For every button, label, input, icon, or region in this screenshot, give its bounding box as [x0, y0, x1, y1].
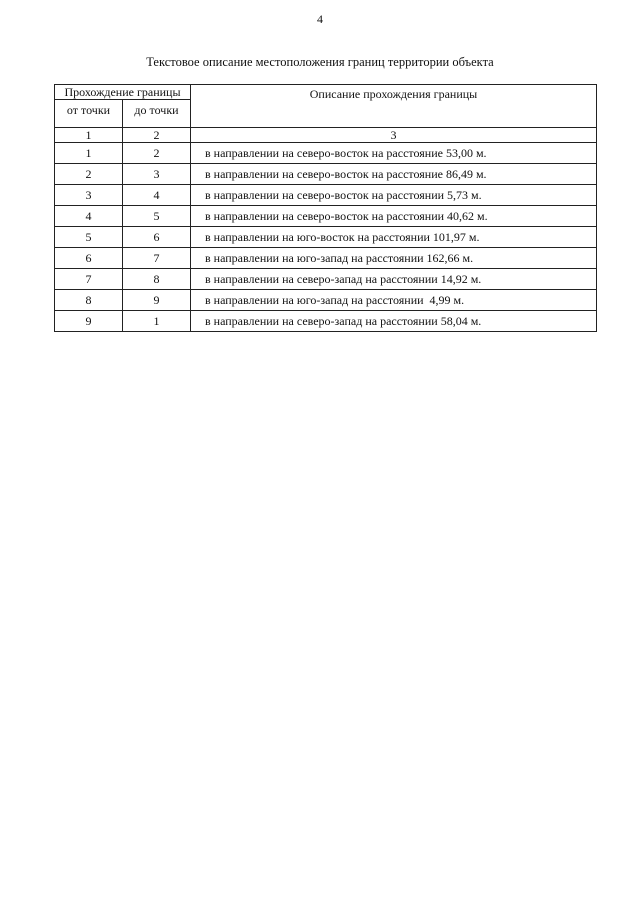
- to-point-cell: 2: [123, 143, 191, 164]
- document-title: Текстовое описание местоположения границ территории объекта: [146, 55, 494, 69]
- boundary-table: [54, 84, 597, 332]
- table-row: [55, 206, 597, 227]
- table-row: [55, 269, 597, 290]
- to-point-cell: 4: [123, 185, 191, 206]
- table-row: [55, 248, 597, 269]
- to-point-cell: 8: [123, 269, 191, 290]
- table-row: [55, 143, 597, 164]
- from-point-cell: 6: [55, 248, 123, 269]
- page-number: 4: [317, 12, 323, 26]
- to-point-cell: 9: [123, 290, 191, 311]
- from-point-cell: 2: [55, 164, 123, 185]
- header-description: Описание прохождения границы: [191, 85, 597, 128]
- table-row: [55, 164, 597, 185]
- from-point-cell: 3: [55, 185, 123, 206]
- column-number: 3: [191, 128, 597, 143]
- to-point-cell: 1: [123, 311, 191, 332]
- from-point-cell: 9: [55, 311, 123, 332]
- table-row: [55, 227, 597, 248]
- header-to-point: до точки: [123, 100, 191, 128]
- to-point-cell: 5: [123, 206, 191, 227]
- description-cell: в направлении на северо-восток на расстояние 86,49 м.: [191, 164, 597, 185]
- column-number: 2: [123, 128, 191, 143]
- header-boundary-passage: Прохождение границы: [55, 85, 191, 100]
- from-point-cell: 1: [55, 143, 123, 164]
- to-point-cell: 6: [123, 227, 191, 248]
- description-cell: в направлении на северо-запад на расстоянии 58,04 м.: [191, 311, 597, 332]
- from-point-cell: 4: [55, 206, 123, 227]
- description-cell: в направлении на северо-восток на расстоянии 40,62 м.: [191, 206, 597, 227]
- description-cell: в направлении на юго-восток на расстоянии 101,97 м.: [191, 227, 597, 248]
- to-point-cell: 3: [123, 164, 191, 185]
- from-point-cell: 5: [55, 227, 123, 248]
- column-numbers-row: [55, 128, 597, 143]
- description-cell: в направлении на юго-запад на расстоянии 162,66 м.: [191, 248, 597, 269]
- description-cell: в направлении на северо-восток на расстоянии 5,73 м.: [191, 185, 597, 206]
- from-point-cell: 8: [55, 290, 123, 311]
- table-row: [55, 311, 597, 332]
- table-row: [55, 290, 597, 311]
- from-point-cell: 7: [55, 269, 123, 290]
- description-cell: в направлении на северо-восток на расстояние 53,00 м.: [191, 143, 597, 164]
- to-point-cell: 7: [123, 248, 191, 269]
- header-row-group: [55, 85, 597, 100]
- description-cell: в направлении на юго-запад на расстоянии 4,99 м.: [191, 290, 597, 311]
- description-cell: в направлении на северо-запад на расстоянии 14,92 м.: [191, 269, 597, 290]
- column-number: 1: [55, 128, 123, 143]
- table-row: [55, 185, 597, 206]
- header-from-point: от точки: [55, 100, 123, 128]
